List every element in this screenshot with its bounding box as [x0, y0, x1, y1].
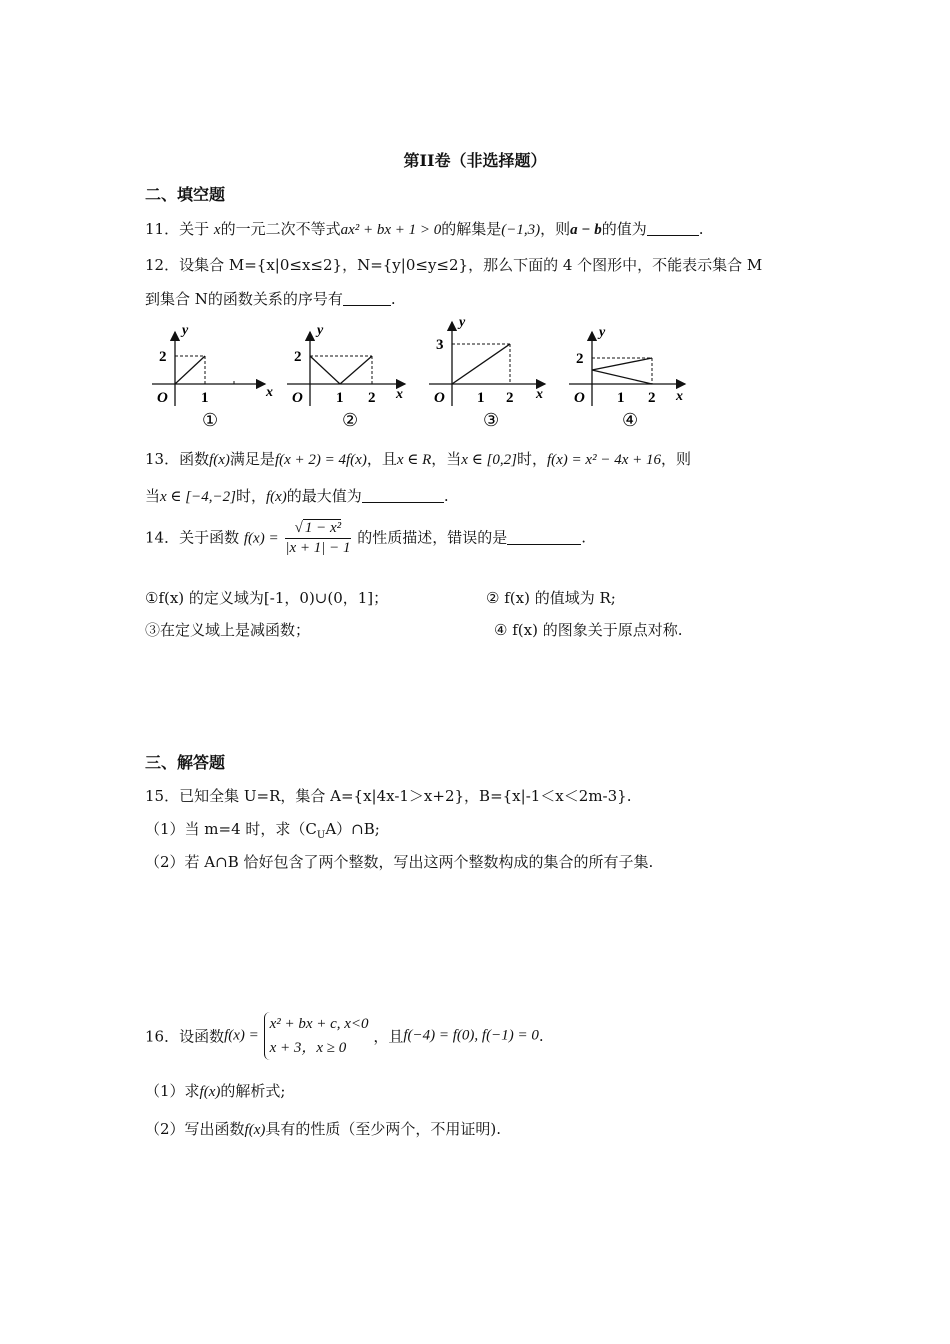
fig3-x-label: x — [536, 387, 543, 402]
q16-text-b: ，且 — [373, 1027, 404, 1046]
fig3-y-tick: 3 — [436, 337, 444, 353]
q16-text-c: . — [538, 1027, 544, 1045]
q11-expression: a − b — [570, 222, 602, 238]
q16-p1-a: （1）求 — [145, 1082, 200, 1100]
q15-line-1: 15．已知全集 U=R，集合 A={x|4x-1＞x+2}，B={x|-1＜x＜2m-3}. — [145, 787, 632, 805]
fig4-y-tick: 2 — [576, 351, 584, 367]
fig2-y-tick: 2 — [294, 349, 302, 365]
q11-var: x — [213, 222, 221, 238]
q14-denominator: |x + 1| − 1 — [285, 540, 351, 556]
q12-text: 到集合 N的函数关系的序号有 — [145, 290, 343, 308]
fig3-origin: O — [434, 390, 445, 406]
figure-1 — [152, 323, 273, 430]
figure-3 — [429, 318, 545, 430]
q13-answer-blank[interactable] — [362, 488, 444, 503]
q16-p1-b: 的解析式; — [220, 1082, 286, 1100]
fig1-y-label: y — [182, 323, 189, 338]
fig1-y-tick: 2 — [159, 349, 167, 365]
figure-4 — [569, 325, 685, 430]
q13-line-2: 当x ∈ [−4,−2]时，f(x)的最大值为 . — [145, 487, 449, 505]
section-fill-in: 二、填空题 — [145, 185, 226, 204]
q16-part-2 — [145, 1118, 501, 1139]
q15-part1-text: （1）当 m=4 时，求（C — [145, 820, 317, 838]
fig1-origin: O — [157, 390, 168, 406]
q15-line-2 — [145, 818, 380, 841]
question-11: 11．关于 x的一元二次不等式ax² + bx + 1 > 0的解集是(−1,3)，则a − b的值为 . — [145, 220, 704, 238]
q12-line-1: 12．设集合 M={x|0≤x≤2}，N={y|0≤y≤2}，那么下面的 4 个图形中，不能表示集合 M — [145, 256, 763, 274]
fig4-label: ④ — [622, 410, 639, 430]
q13-text-c: ，且 — [366, 450, 397, 468]
q14-option-4: ④ f(x) 的图象关于原点对称. — [494, 621, 683, 639]
q13-fx: f(x) — [209, 452, 230, 468]
q11-text-5: 的值为 — [601, 220, 647, 238]
q11-solution-set: (−1,3) — [501, 222, 541, 238]
question-16 — [145, 1012, 544, 1060]
q13-text-g: 当 — [145, 487, 161, 505]
fig2-y-label: y — [317, 323, 324, 338]
q14-option-2: ② f(x) 的值域为 R; — [486, 589, 616, 607]
fig1-x-tick: 1 — [201, 390, 209, 406]
q13-domain: x ∈ R — [396, 452, 432, 468]
q14-text-b: 的性质描述，错误的是 — [357, 528, 508, 547]
q13-functional-eq: f(x + 2) = 4f(x) — [274, 452, 367, 468]
q16-p2-fx: f(x) — [244, 1122, 266, 1138]
fig4-x-tick-1: 1 — [617, 390, 625, 406]
q13-text-d: ，当 — [431, 450, 462, 468]
fig2-origin: O — [292, 390, 303, 406]
q16-part-1 — [145, 1080, 285, 1101]
q14-fraction: $\frac{\text{√ 1 − x²}}{|x + 1| - 1}$ — [285, 520, 351, 556]
figure-2 — [287, 323, 405, 430]
q13-definition: f(x) = x² − 4x + 16 — [546, 452, 661, 468]
fig2-x-tick-2: 2 — [368, 390, 376, 406]
fig4-x-tick-2: 2 — [648, 390, 656, 406]
q14-option-3: ③在定义域上是减函数； — [145, 621, 311, 639]
q11-inequality: ax² + bx + 1 > 0 — [340, 222, 442, 238]
q11-text-4: ，则 — [540, 220, 571, 238]
q16-p2-b: 具有的性质（至少两个，不用证明). — [265, 1120, 501, 1138]
fig2-x-tick-1: 1 — [336, 390, 344, 406]
q11-answer-blank[interactable] — [647, 221, 699, 236]
q16-case-2: x + 3，x ≥ 0 — [269, 1040, 347, 1056]
q13-text-f: ，则 — [660, 450, 691, 468]
q14-numerator: 1 − x² — [304, 520, 342, 536]
page-title: 第II卷（非选择题） — [403, 151, 547, 170]
fig3-label: ③ — [483, 410, 500, 430]
q13-text-b: 满足是 — [229, 450, 275, 468]
section-answer: 三、解答题 — [145, 753, 226, 772]
q14-lhs: f(x) = — [243, 530, 279, 547]
fig2-x-label: x — [396, 387, 403, 402]
q13-text-i: 的最大值为 — [286, 487, 362, 505]
q13-line-1 — [145, 448, 691, 469]
q13-fx-2: f(x) — [265, 489, 287, 505]
fig1-label: ① — [202, 410, 219, 430]
fig2-label: ② — [342, 410, 359, 430]
q15-line-3: （2）若 A∩B 恰好包含了两个整数，写出这两个整数构成的集合的所有子集. — [145, 853, 654, 871]
fig4-origin: O — [574, 390, 585, 406]
function-figures — [140, 318, 700, 430]
q14-answer-blank[interactable] — [507, 530, 581, 545]
q16-conditions: f(−4) = f(0), f(−1) = 0 — [403, 1027, 539, 1044]
q16-piecewise — [264, 1012, 369, 1060]
fig4-y-label: y — [599, 325, 606, 340]
q16-p1-fx: f(x) — [199, 1084, 221, 1100]
q11-text-1: 关于 — [179, 220, 210, 238]
q16-text-a: 16．设函数 — [145, 1027, 225, 1046]
q13-text-a: 13．函数 — [145, 450, 210, 468]
q11-text-2: 的一元二次不等式 — [220, 220, 341, 238]
q11-text-3: 的解集是 — [441, 220, 502, 238]
fig4-x-label: x — [676, 389, 683, 404]
q13-interval-2: x ∈ [−4,−2] — [160, 489, 236, 505]
q13-text-h: 时， — [235, 487, 266, 505]
q12-answer-blank[interactable] — [343, 291, 391, 306]
q14-line-1: 14．关于函数 f(x) = $\frac{\text{√ 1 − x²}}{|x + 1| - 1}$ 的性质描述，错误的是 . — [145, 520, 587, 556]
q15-part1-end: A）∩B; — [325, 820, 380, 838]
fig3-y-label: y — [459, 318, 466, 330]
fig3-x-tick-2: 2 — [506, 390, 514, 406]
q14-text-a: 14．关于函数 — [145, 528, 240, 547]
q16-lhs: f(x) = — [224, 1027, 259, 1044]
q15-subscript: U — [316, 830, 326, 841]
q13-interval-1: x ∈ [0,2] — [461, 452, 517, 468]
q16-case-1: x² + bx + c, x<0 — [269, 1016, 369, 1032]
q14-option-1: ①f(x) 的定义域为[-1，0)∪(0，1]； — [145, 589, 389, 607]
fig1-x-label: x — [266, 385, 273, 400]
q16-p2-a: （2）写出函数 — [145, 1120, 245, 1138]
q11-number: 11． — [145, 220, 180, 238]
q13-text-e: 时， — [516, 450, 547, 468]
fig3-x-tick-1: 1 — [477, 390, 485, 406]
q12-line-2: 到集合 N的函数关系的序号有 . — [145, 290, 396, 308]
